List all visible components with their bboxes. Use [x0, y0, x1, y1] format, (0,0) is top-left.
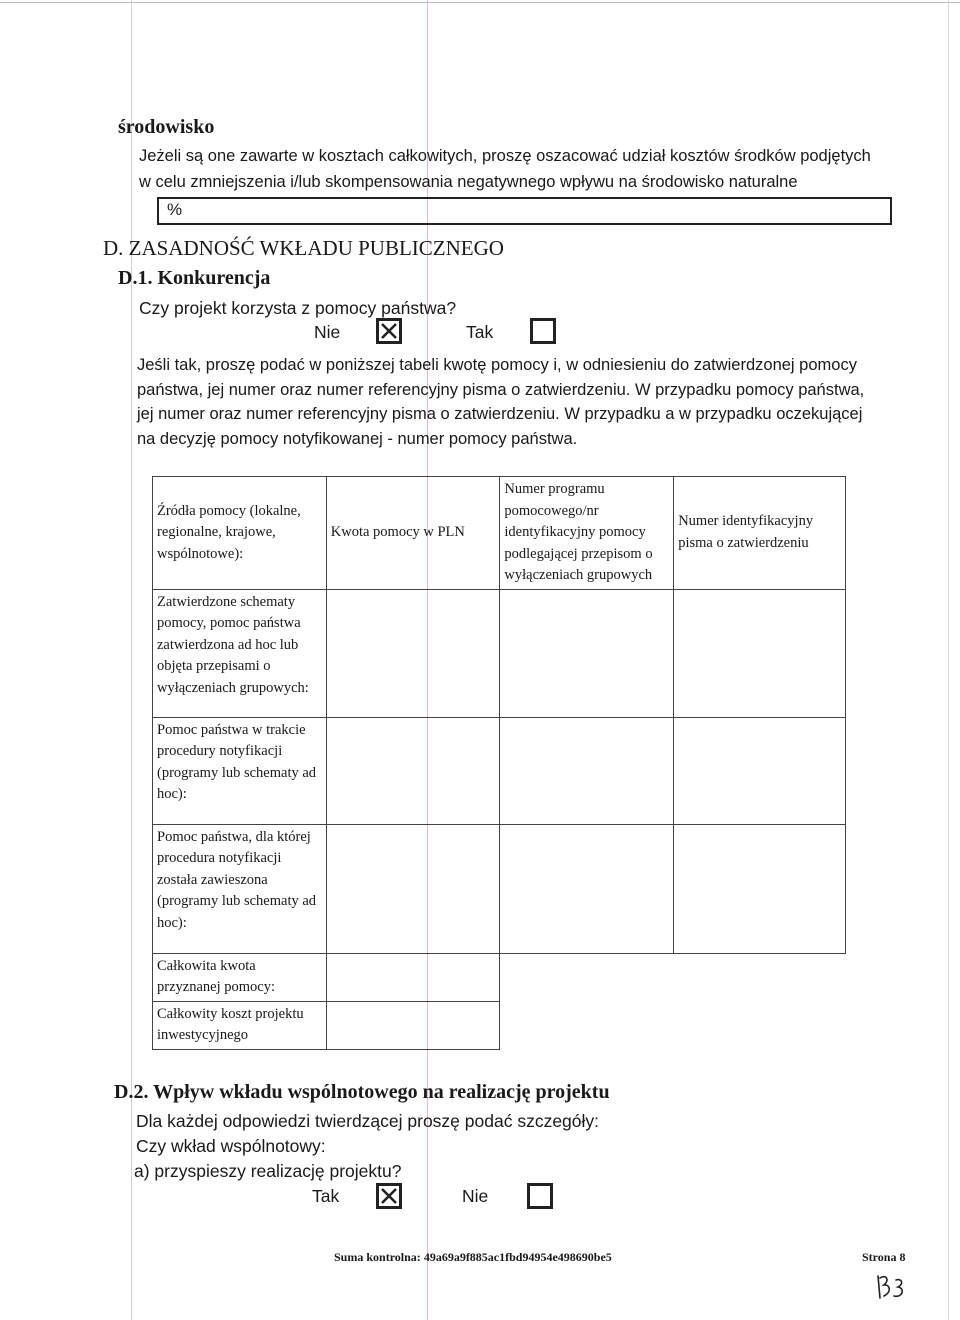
environment-text-line-2: w celu zmniejszenia i/lub skompensowania negatywnego wpływu na środowisko naturalne [139, 173, 798, 191]
row-label-approved-schemes: Zatwierdzone schematy pomocy, pomoc państwa zatwierdzona ad hoc lub objęta przepisami o wyłączeniach grupowych: [153, 589, 327, 717]
checkmark-x-icon [380, 322, 398, 340]
d1-option-yes-label: Tak [466, 322, 494, 342]
table-cell-amount[interactable] [326, 717, 500, 824]
checksum-label: Suma kontrolna: [334, 1250, 421, 1264]
table-cell-total-cost-amount[interactable] [326, 1001, 500, 1049]
header-aid-amount: Kwota pomocy w PLN [326, 477, 500, 590]
section-d2-title: D.2. Wpływ wkładu wspólnotowego na realizację projektu [114, 1081, 610, 1103]
d1-instructions [137, 353, 864, 451]
checkmark-x-icon [380, 1187, 398, 1205]
d2-option-yes-label: Tak [312, 1186, 340, 1206]
header-programme-number: Numer programu pomocowego/nr identyfikacyjny pomocy podlegającej przepisom o wyłączeniach grupowych [500, 477, 674, 590]
page-top-edge [0, 2, 960, 3]
table-cell-programme-number[interactable] [500, 717, 674, 824]
d2-line-1: Dla każdej odpowiedzi twierdzącej proszę podać szczegóły: [136, 1111, 600, 1131]
d1-question: Czy projekt korzysta z pomocy państwa? [139, 298, 457, 318]
d1-instructions-line-1: Jeśli tak, proszę podać w poniższej tabeli kwotę pomocy i, w odniesieniu do zatwierdzonej pomocy [137, 356, 857, 374]
d2-question-a: a) przyspieszy realizację projektu? [134, 1161, 402, 1181]
row-label-total-cost: Całkowity koszt projektu inwestycyjnego [153, 1001, 327, 1049]
page-right-edge [948, 0, 949, 1320]
d1-option-no-label: Nie [314, 322, 341, 342]
section-heading-environment: środowisko [118, 116, 215, 138]
section-d1-title: D.1. Konkurencja [118, 267, 271, 289]
table-cell-programme-number[interactable] [500, 824, 674, 953]
table-header-row [153, 477, 846, 590]
header-approval-letter-number: Numer identyfikacyjny pisma o zatwierdzeniu [674, 477, 846, 590]
row-label-notification-suspended: Pomoc państwa, dla której procedura notyfikacji została zawieszona (programy lub schematy ad hoc): [153, 824, 327, 953]
section-d-title: D. ZASADNOŚĆ WKŁADU PUBLICZNEGO [103, 236, 504, 260]
handwritten-initials [874, 1272, 908, 1302]
page-number: Strona 8 [862, 1250, 906, 1264]
d1-yes-checkbox[interactable] [530, 318, 556, 344]
d2-yes-checkbox[interactable] [376, 1183, 402, 1209]
d1-instructions-line-4: na decyzję pomocy notyfikowanej - numer pomocy państwa. [137, 429, 578, 448]
table-cell-amount[interactable] [326, 824, 500, 953]
checksum-value: 49a69a9f885ac1fbd94954e498690be5 [423, 1250, 612, 1264]
state-aid-table [152, 476, 846, 1050]
table-row [153, 717, 846, 824]
d2-option-no-label: Nie [462, 1186, 489, 1206]
percent-input-field[interactable] [157, 197, 892, 225]
d1-instructions-line-3: jej numer oraz numer referencyjny pisma o zatwierdzeniu. W przypadku a w przypadku oczekującej [137, 405, 863, 423]
d1-instructions-line-2: państwa, jej numer oraz numer referencyjny pisma o zatwierdzeniu. W przypadku pomocy państwa, [137, 380, 865, 399]
d2-no-checkbox[interactable] [527, 1183, 553, 1209]
table-cell-programme-number[interactable] [500, 589, 674, 717]
d2-line-2: Czy wkład wspólnotowy: [136, 1136, 326, 1156]
table-cell-letter-number[interactable] [674, 717, 846, 824]
row-label-total-aid: Całkowita kwota przyznanej pomocy: [153, 953, 327, 1001]
table-row-total-aid [153, 953, 846, 1001]
environment-text-line-1: Jeżeli są one zawarte w kosztach całkowitych, proszę oszacować udział kosztów środków podjętych [139, 147, 871, 165]
table-row [153, 824, 846, 953]
table-row-total-cost [153, 1001, 846, 1049]
table-cell-letter-number[interactable] [674, 589, 846, 717]
table-row [153, 589, 846, 717]
table-cell-total-aid-amount[interactable] [326, 953, 500, 1001]
header-aid-source: Źródła pomocy (lokalne, regionalne, krajowe, wspólnotowe): [153, 477, 327, 590]
scan-line-left [131, 0, 132, 1320]
d1-no-checkbox[interactable] [376, 318, 402, 344]
footer-checksum [334, 1250, 612, 1265]
table-cell-amount[interactable] [326, 589, 500, 717]
table-cell-letter-number[interactable] [674, 824, 846, 953]
percent-sign: % [167, 200, 183, 219]
row-label-notification-pending: Pomoc państwa w trakcie procedury notyfikacji (programy lub schematy ad hoc): [153, 717, 327, 824]
